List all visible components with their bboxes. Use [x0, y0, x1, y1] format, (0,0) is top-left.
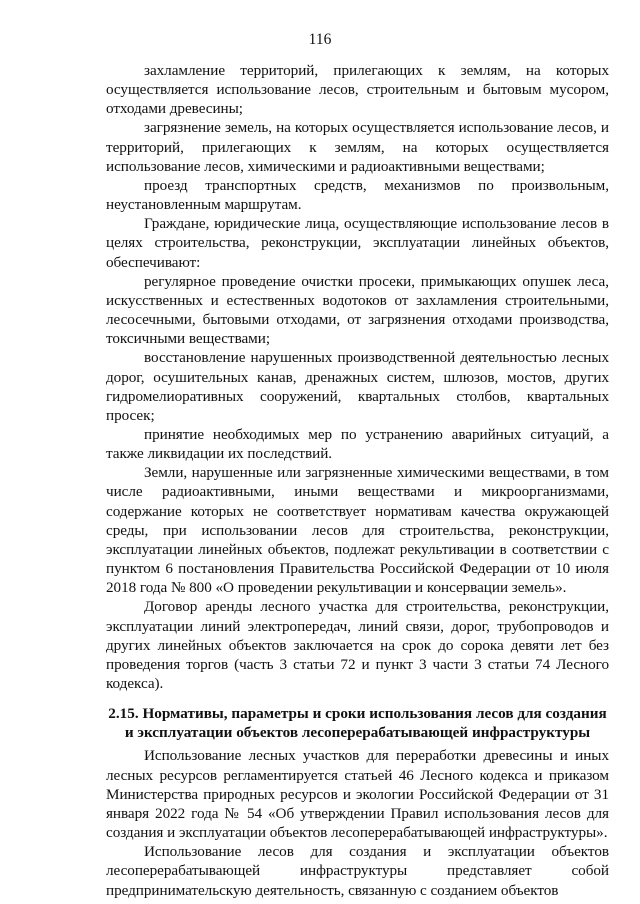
document-body [106, 61, 609, 900]
paragraph-recultivation: Земли, нарушенные или загрязненные химическими веществами, в том числе радиоактивными, иными веществами и микроорганизмами, содержание которых не соответствует нормативам качества окружающей среды, при использовании лесов для строительства, реконструкции, эксплуатации линейных объектов, подлежат рекультивации в соответствии с пунктом 6 постановления Правительства Российской Федерации от 10 июля 2018 года № 800 «О проведении рекультивации и консервации земель». [106, 464, 609, 597]
paragraph-vehicle-passage: проезд транспортных средств, механизмов по произвольным, неустановленным маршрутам. [106, 176, 609, 214]
paragraph-clearing-cleanup: регулярное проведение очистки просеки, примыкающих опушек леса, искусственных и естественных водотоков от захламления строительными, лесосечными, бытовыми отходами, от загрязнения отходами производства, токсичными веществами; [106, 272, 609, 348]
paragraph-land-contamination: загрязнение земель, на которых осуществляется использование лесов, и территорий, прилегающих к землям, на которых осуществляется использование лесов, химическими и радиоактивными веществами; [106, 119, 609, 175]
page-number: 116 [308, 31, 332, 48]
paragraph-restoration: восстановление нарушенных производственной деятельностью лесных дорог, осушительных канав, дренажных систем, шлюзов, мостов, других гидромелиоративных сооружений, квартальных столбов, квартальных просек; [106, 349, 609, 424]
section-heading-2-15: 2.15. Нормативы, параметры и сроки использования лесов для создания и эксплуатации объектов лесоперерабатывающей инфраструктуры [108, 705, 607, 742]
paragraph-emergency-measures: принятие необходимых мер по устранению аварийных ситуаций, а также ликвидации их последствий. [106, 425, 609, 463]
paragraph-obligations-intro: Граждане, юридические лица, осуществляющие использование лесов в целях строительства, реконструкции, эксплуатации линейных объектов, обеспечивают: [106, 215, 609, 271]
paragraph-regulation-basis: Использование лесных участков для переработки древесины и иных лесных ресурсов регламентируется статьей 46 Лесного кодекса и приказом Министерства природных ресурсов и экологии Российской Федерации от 31 января 2022 года № 54 «Об утверждении Правил использования лесов для создания и эксплуатации объектов лесоперерабатывающей инфраструктуры». [106, 747, 609, 842]
paragraph-business-activity: Использование лесов для создания и эксплуатации объектов лесоперерабатывающей инфраструктуры представляет собой предпринимательскую деятельность, связанную с созданием объектов [106, 843, 609, 899]
paragraph-littering: захламление территорий, прилегающих к землям, на которых осуществляется использование лесов, строительным и бытовым мусором, отходами древесины; [106, 62, 609, 118]
paragraph-lease-agreement: Договор аренды лесного участка для строительства, реконструкции, эксплуатации линий электропередач, линий связи, дорог, трубопроводов и других линейных объектов заключается на срок до сорока девяти лет без проведения торгов (часть 3 статьи 72 и пункт 3 части 3 статьи 74 Лесного кодекса). [106, 598, 609, 692]
